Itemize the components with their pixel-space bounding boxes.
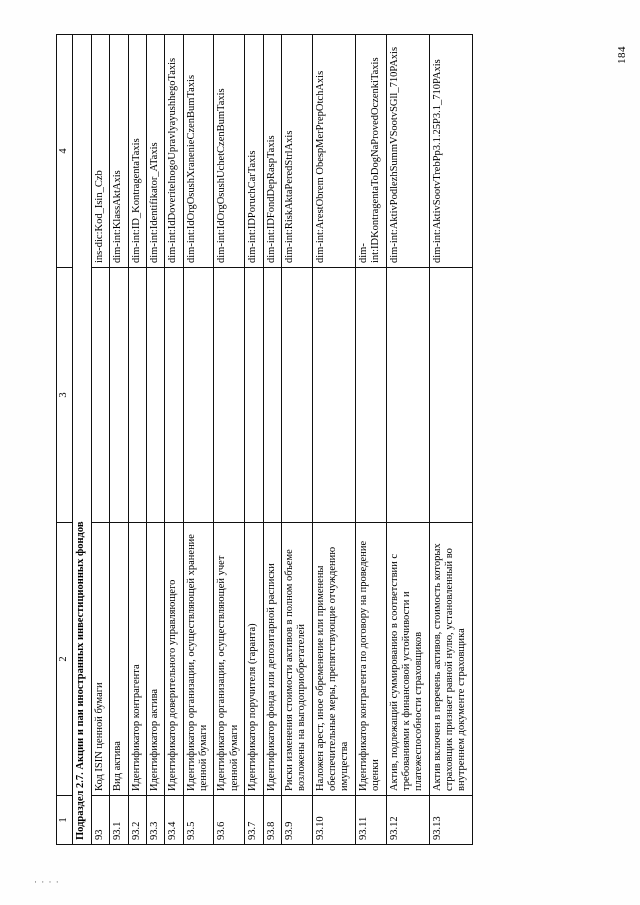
row-name: Идентификатор контрагента по договору на проведение оценки xyxy=(355,523,386,796)
row-number: 93.3 xyxy=(146,796,164,845)
row-description xyxy=(386,268,429,523)
row-description xyxy=(355,268,386,523)
row-number: 93.13 xyxy=(429,796,472,845)
row-code: dim-int:IdOrgOsushUchetCzenBumTaxis xyxy=(214,35,245,268)
row-name: Идентификатор фонда или депозитарной расписки xyxy=(263,523,281,796)
header-col-3: 3 xyxy=(57,268,73,523)
row-name: Идентификатор организации, осуществляющей учет ценной бумаги xyxy=(214,523,245,796)
header-col-1: 1 xyxy=(57,796,73,845)
table-row xyxy=(386,35,429,845)
row-description xyxy=(245,268,263,523)
section-heading: Подраздел 2.7. Акции и паи иностранных инвестиционных фондов xyxy=(73,35,91,845)
row-code: dim-int:AktivSootvTrebPp3.1.25P3.1_710PAxis xyxy=(429,35,472,268)
row-description xyxy=(281,268,312,523)
row-name: Риски изменения стоимости активов в полном объеме возложены на выгодоприобретателей xyxy=(281,523,312,796)
table-row xyxy=(146,35,164,845)
row-code: dim-int:IDPoruchCarTaxis xyxy=(245,35,263,268)
row-code: dim-int:RiskAktaPeredStrlAxis xyxy=(281,35,312,268)
row-code: dim-int:AktivPodlezhSummVSootvSGll_710PAxis xyxy=(386,35,429,268)
table-header-row xyxy=(57,35,73,845)
row-number: 93.2 xyxy=(128,796,146,845)
row-number: 93.4 xyxy=(165,796,183,845)
row-description xyxy=(128,268,146,523)
row-number: 93.11 xyxy=(355,796,386,845)
row-description xyxy=(214,268,245,523)
row-code: dim-int:IDKontragentaToDogNaProvedOczenkiTaxis xyxy=(355,35,386,268)
table-row xyxy=(91,35,109,845)
row-number: 93.10 xyxy=(312,796,355,845)
row-description xyxy=(146,268,164,523)
row-name: Идентификатор актива xyxy=(146,523,164,796)
table-row xyxy=(110,35,128,845)
row-description xyxy=(110,268,128,523)
row-name: Идентификатор поручителя (гаранта) xyxy=(245,523,263,796)
row-name: Код ISIN ценной бумаги xyxy=(91,523,109,796)
table-row xyxy=(355,35,386,845)
row-description xyxy=(312,268,355,523)
row-number: 93.8 xyxy=(263,796,281,845)
row-name: Идентификатор организации, осуществляющей хранение ценной бумаги xyxy=(183,523,214,796)
row-code: dim-int:KlassAktAxis xyxy=(110,35,128,268)
requirements-table xyxy=(56,34,473,845)
table-row xyxy=(214,35,245,845)
row-number: 93 xyxy=(91,796,109,845)
page-number: 184 xyxy=(616,46,628,64)
table-row xyxy=(245,35,263,845)
row-description xyxy=(165,268,183,523)
table-row xyxy=(312,35,355,845)
row-number: 93.6 xyxy=(214,796,245,845)
row-name: Идентификатор доверительного управляющего xyxy=(165,523,183,796)
row-number: 93.7 xyxy=(245,796,263,845)
row-code: dim-int:IDFondDepRaspTaxis xyxy=(263,35,281,268)
row-name: Актив, подлежащий суммированию в соответствии с требованиями к финансовой устойчивости и платежеспособности страховщиков xyxy=(386,523,429,796)
header-col-4: 4 xyxy=(57,35,73,268)
row-description xyxy=(429,268,472,523)
row-name: Идентификатор контрагента xyxy=(128,523,146,796)
row-code: dim-int:Identifikator_ATaxis xyxy=(146,35,164,268)
row-name: Актив включен в перечень активов, стоимость которых страховщик признает равной нулю, установленный во внутреннем документе страховщика xyxy=(429,523,472,796)
row-code: ins-dic:Kod_Isin_Czb xyxy=(91,35,109,268)
table-row xyxy=(281,35,312,845)
footer-marks: · · · · xyxy=(34,877,60,887)
row-code: dim-int:IdOrgOsushXranenieCzenBumTaxis xyxy=(183,35,214,268)
row-code: dim-int:IdDoveritelnogoUpravlyayushhegoTaxis xyxy=(165,35,183,268)
row-number: 93.12 xyxy=(386,796,429,845)
row-code: dim-int:ID_KontragentaTaxis xyxy=(128,35,146,268)
table-row xyxy=(429,35,472,845)
table-row xyxy=(165,35,183,845)
row-name: Наложен арест, иное обременение или применены обеспечительные меры, препятствующие отчуждению имущества xyxy=(312,523,355,796)
row-description xyxy=(91,268,109,523)
row-name: Вид актива xyxy=(110,523,128,796)
table-row xyxy=(183,35,214,845)
header-col-2: 2 xyxy=(57,523,73,796)
row-number: 93.9 xyxy=(281,796,312,845)
table-row xyxy=(263,35,281,845)
row-code: dim-int:ArestObrem ObespMerPrepOtchAxis xyxy=(312,35,355,268)
row-description xyxy=(183,268,214,523)
row-number: 93.1 xyxy=(110,796,128,845)
table-row xyxy=(128,35,146,845)
row-description xyxy=(263,268,281,523)
row-number: 93.5 xyxy=(183,796,214,845)
section-heading-row xyxy=(73,35,91,845)
